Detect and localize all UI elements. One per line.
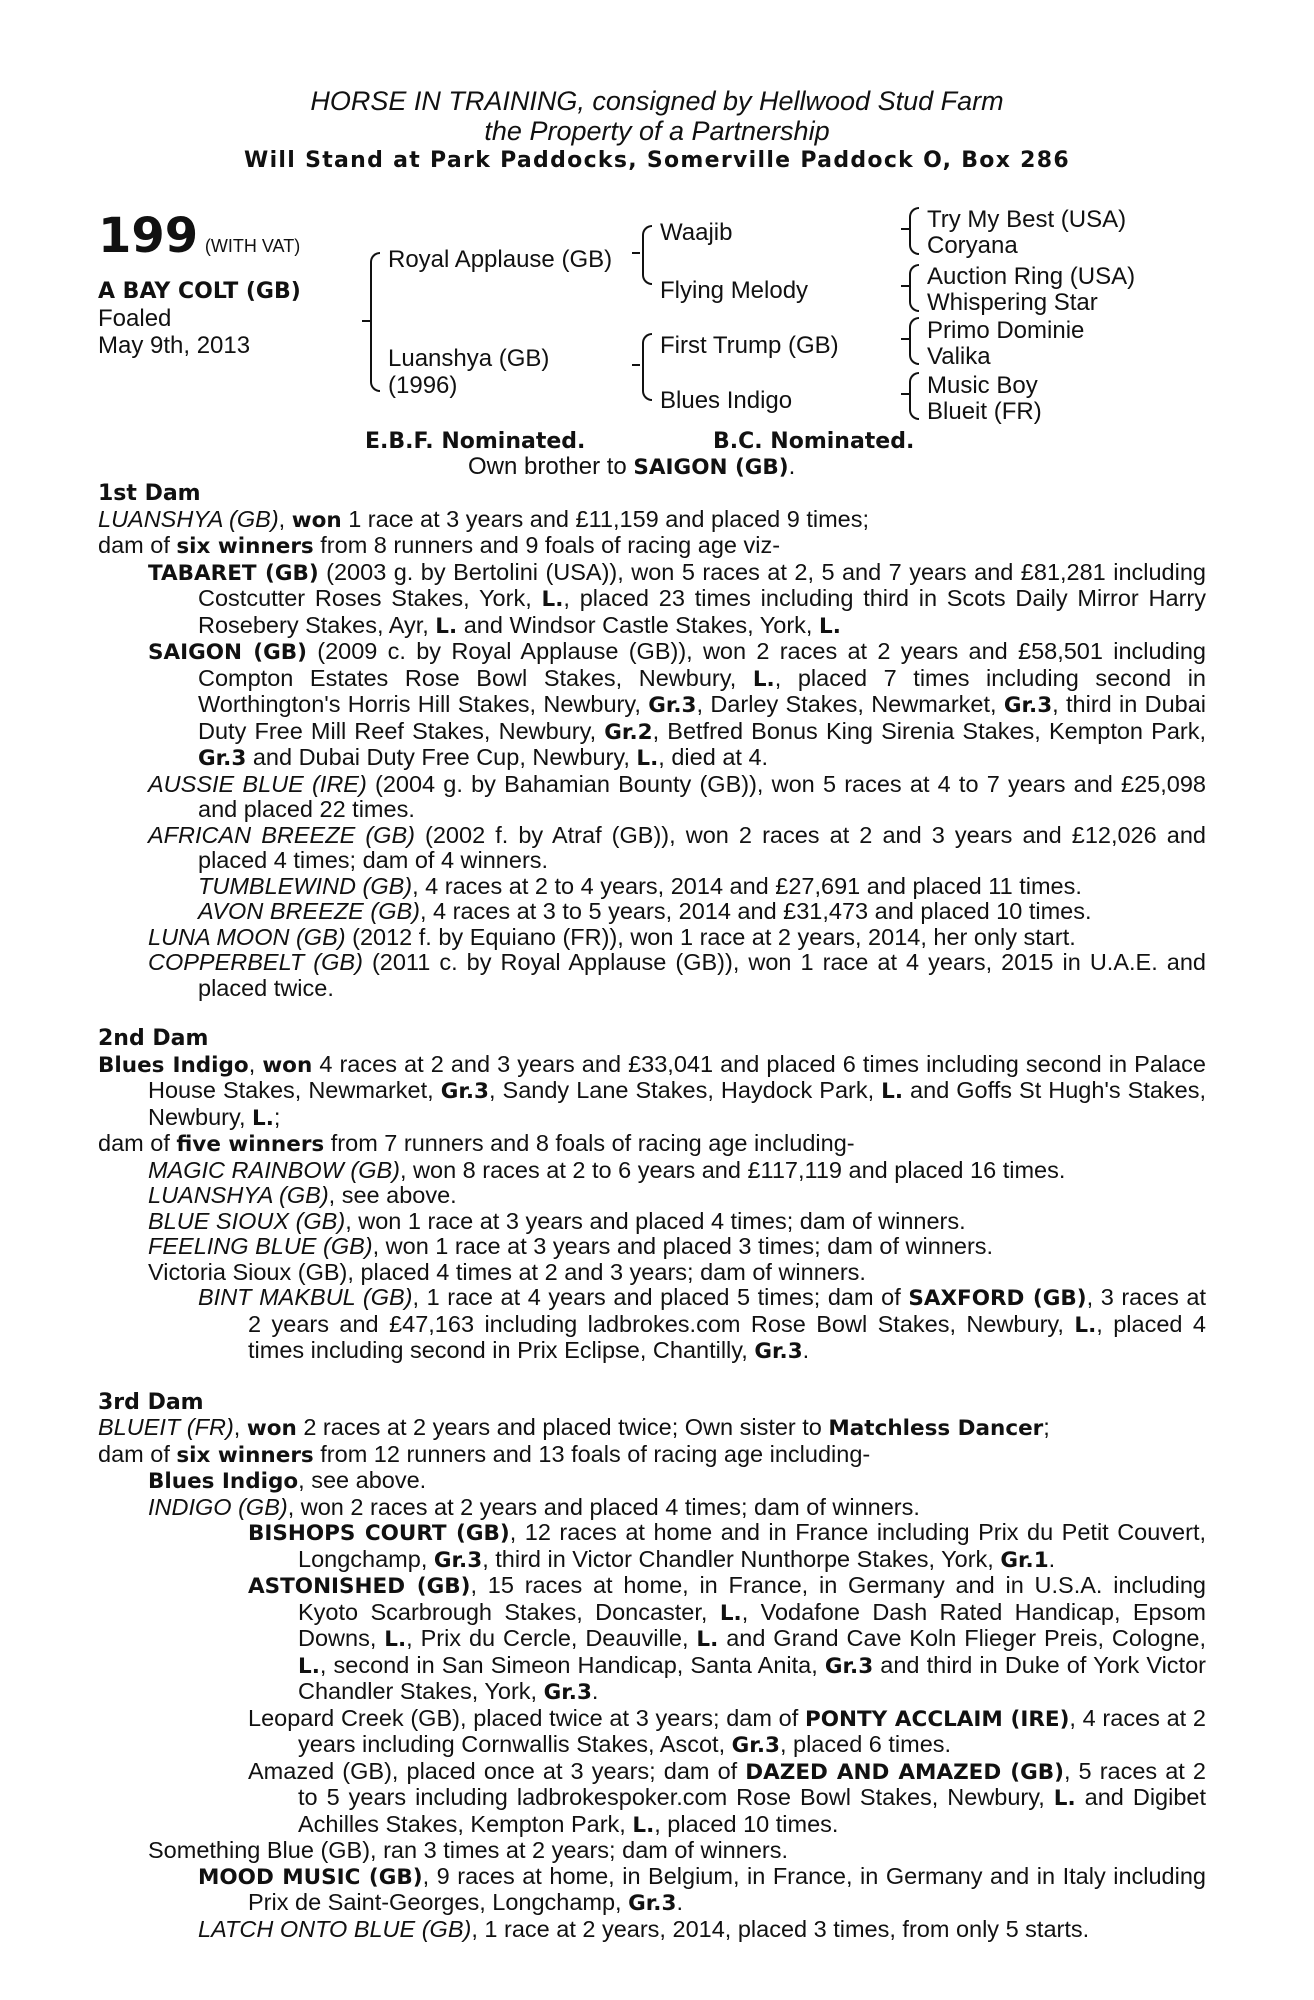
g-bracket-3-tip [901,338,909,340]
horse-name: SAIGON (GB) [148,640,307,665]
progeny-bishops-court [98,1520,1206,1573]
foaled-date: May 9th, 2013 [98,332,251,359]
text: from 12 runners and 13 foals of racing age including- [313,1440,871,1467]
dam-name: BLUEIT (FR) [98,1414,234,1440]
lot-description: A BAY COLT (GB) [98,279,301,304]
text: . [591,1678,599,1704]
group-mark: Gr.2 [604,719,653,745]
text: Victoria Sioux (GB), placed 4 times at 2 and 3 years; dam of winners. [148,1258,866,1285]
progeny-astonished [98,1573,1206,1706]
horse-name: DAZED AND AMAZED (GB) [745,1759,1064,1785]
horse-name: ASTONISHED (GB) [248,1574,471,1599]
text: , 5 races at 2 to 5 years including ladbrokespoker.com Rose Bowl Stakes, Newbury, [298,1757,1206,1810]
third-dam-record [98,1415,1206,1442]
text: , Betfred Bonus King Sirenia Stakes, Kempton Park, [652,717,1206,744]
text: , placed 4 times including second in Prix Eclipse, Chantilly, [248,1310,1206,1363]
text: (2009 c. by Royal Applause (GB)), won 2 races at 2 years and £58,501 including Compton Estates Rose Bowl Stakes, Newbury, [198,638,1206,691]
group-mark: Gr.3 [433,1547,483,1573]
listed-mark: L. [819,613,841,639]
dam-bracket-tip [632,364,640,366]
header-consignor: HORSE IN TRAINING, consigned by Hellwood Stud Farm [310,86,1004,116]
text: Amazed (GB), placed once at 3 years; dam of [248,1757,746,1784]
text: , won 2 races at 2 years and placed 4 times; dam of winners. [287,1493,920,1520]
text: , Darley Stakes, Newmarket, [696,691,1004,717]
text: , 1 race at 2 years, 2014, placed 3 times, from only 5 starts. [471,1915,1090,1942]
horse-name: AVON BREEZE (GB) [198,898,420,924]
pedigree-g5: Primo Dominie [927,317,1085,344]
text: (2011 c. by Royal Applause (GB)), won 1 race at 4 years, 2015 in U.A.E. and placed twice. [198,949,1206,1001]
text: , placed 7 times including second in Worthington's Horris Hill Stakes, Newbury, [198,664,1206,717]
text: . [676,1889,683,1915]
progeny-latch-onto-blue [98,1917,1206,1943]
horse-name: BISHOPS COURT (GB) [248,1521,510,1546]
progeny-amazed [98,1759,1206,1839]
group-mark: Gr.1 [1000,1547,1049,1573]
group-mark: Gr.3 [628,1891,677,1916]
text: , see above. [298,1467,427,1493]
progeny-feeling-blue [98,1234,1206,1260]
listed-mark: L. [632,1812,655,1838]
won-label: won [291,507,342,533]
text: (2002 f. by Atraf (GB)), won 2 races at 2 and 3 years and £12,026 and placed 4 times; dam of 4 winners. [198,821,1206,873]
text: 2 races at 2 years and placed twice; Own sister to [296,1414,829,1440]
vat-note: (WITH VAT) [204,236,301,256]
g-bracket-3 [909,317,919,365]
g-bracket-4-tip [901,393,909,395]
horse-name: BINT MAKBUL (GB) [198,1284,413,1310]
listed-mark: L. [541,587,564,612]
text: , placed 23 times including third in Scots Daily Mirror Harry Rosebery Stakes, Ayr, [198,585,1206,638]
text: and Dubai Duty Free Cup, Newbury, [246,744,637,770]
second-dam-record [98,1052,1206,1132]
group-mark: Gr.3 [824,1653,874,1679]
pedigree-bracket-main [370,252,380,392]
text: Something Blue (GB), ran 3 times at 2 years; dam of winners. [148,1837,788,1863]
listed-mark: L. [298,1653,320,1679]
first-dam-record [98,507,1206,534]
horse-name: MAGIC RAINBOW (GB) [148,1156,400,1183]
g-bracket-2 [909,264,919,312]
progeny-blue-sioux [98,1209,1206,1235]
progeny-copperbelt [98,950,1206,1001]
progeny-luanshya [98,1183,1206,1209]
text: . [802,1337,810,1363]
winners-count: six winners [176,534,314,559]
horse-name: FEELING BLUE (GB) [148,1233,373,1259]
group-mark: Gr.3 [543,1680,592,1705]
text: , 1 race at 4 years and placed 5 times; dam of [412,1284,909,1310]
text: from 7 runners and 8 foals of racing age including- [324,1130,855,1156]
progeny-african-breeze [98,823,1206,874]
horse-name: Blues Indigo [148,1469,299,1494]
text: , Sandy Lane Stakes, Haydock Park, [489,1077,882,1103]
group-mark: Gr.3 [440,1079,490,1104]
lot-number: 199 [98,208,199,264]
catalogue-body [98,481,1206,1942]
sire-bracket [642,225,652,285]
ebf-nomination: E.B.F. Nominated. [365,429,586,454]
progeny-saigon [98,639,1206,772]
pedigree-g4: Whispering Star [927,289,1098,316]
horse-name: LUNA MOON (GB) [148,923,346,950]
g-bracket-2-tip [901,285,909,287]
horse-name: PONTY ACCLAIM (IRE) [804,1706,1070,1732]
header-property: the Property of a Partnership [484,116,830,146]
horse-name: SAXFORD (GB) [908,1286,1087,1311]
pedigree-sire-dam: Flying Melody [660,277,809,304]
horse-name: TUMBLEWIND (GB) [198,872,413,899]
third-dam-produce [98,1442,1206,1469]
text: , see above. [328,1182,457,1208]
progeny-avon-breeze [98,899,1206,925]
pedigree-dam-sire: First Trump (GB) [660,332,839,359]
group-mark: Gr.3 [1003,693,1053,718]
group-mark: Gr.3 [731,1733,780,1758]
text: 4 races at 2 and 3 years and £33,041 and placed 6 times including second in Palace House Stakes, Newmarket, [148,1050,1206,1103]
own-brother-prefix: Own brother to [468,453,634,480]
text: , second in San Simeon Handicap, Santa Anita, [319,1651,825,1678]
won-label: won [262,1052,313,1078]
first-dam-heading: 1st Dam [98,481,201,506]
pedigree-dam-year: (1996) [388,372,458,399]
pedigree-g3: Auction Ring (USA) [927,263,1136,290]
text: (2003 g. by Bertolini (USA)), won 5 races at 2, 5 and 7 years and £81,281 including Costcutter Roses Stakes, York, [198,558,1206,611]
own-brother-note [468,453,795,482]
group-mark: Gr.3 [198,746,247,771]
winners-count: five winners [176,1132,325,1157]
text: ; [1043,1414,1050,1440]
progeny-leopard-creek [98,1706,1206,1759]
dam-bracket [642,333,652,401]
progeny-aussie-blue [98,772,1206,823]
pedigree-dam-dam: Blues Indigo [660,387,793,414]
g-bracket-1 [909,207,919,255]
horse-name: INDIGO (GB) [148,1493,288,1520]
foaled-label: Foaled [98,305,172,332]
listed-mark: L. [719,1600,742,1626]
text: , 9 races at home, in Belgium, in France, in Germany and in Italy including Prix de Saint-Georges, Longchamp, [248,1862,1206,1915]
text: dam of [98,1440,177,1467]
group-mark: Gr.3 [648,693,697,718]
listed-mark: L. [252,1105,274,1131]
horse-name: LATCH ONTO BLUE (GB) [198,1915,472,1942]
text: and Digibet Achilles Stakes, Kempton Park, [298,1784,1207,1837]
text: ; [273,1103,281,1130]
pedigree-g2: Coryana [927,232,1018,259]
listed-mark: L. [1074,1312,1097,1338]
text: , Prix du Cercle, Deauville, [406,1625,697,1651]
progeny-blues-indigo [98,1468,1206,1495]
text: dam of [98,532,177,558]
listed-mark: L. [881,1079,904,1104]
horse-name: COPPERBELT (GB) [148,949,363,975]
first-dam-produce [98,533,1206,560]
progeny-mood-music [98,1864,1206,1917]
listed-mark: L. [384,1627,407,1652]
text: , died at 4. [658,744,769,770]
progeny-something-blue [98,1838,1206,1864]
text: , 12 races at home and in France including Prix du Petit Couvert, Longchamp, [298,1519,1207,1572]
sire-bracket-tip [632,252,640,254]
listed-mark: L. [435,613,458,639]
horse-name: AFRICAN BREEZE (GB) [148,821,415,848]
second-dam-produce [98,1131,1206,1158]
pedigree-bracket-tip [362,320,370,322]
listed-mark: L. [1053,1786,1076,1811]
horse-name: Matchless Dancer [828,1416,1044,1441]
listed-mark: L. [636,746,659,771]
text: , 4 races at 2 to 4 years, 2014 and £27,691 and placed 11 times. [412,872,1082,899]
lot-number-row [98,208,301,264]
sep: , [278,505,292,532]
horse-name: TABARET (GB) [148,560,319,586]
horse-name: BLUE SIOUX (GB) [148,1207,346,1234]
text: , won 1 race at 3 years and placed 3 times; dam of winners. [372,1233,994,1259]
pedigree-dam: Luanshya (GB) [388,345,550,372]
pedigree-sire-sire: Waajib [660,219,733,246]
text: , third in Dubai Duty Free Mill Reef Stakes, Newbury, [198,691,1206,744]
won-label: won [246,1416,297,1441]
dam-name: Blues Indigo [98,1052,249,1078]
horse-name: LUANSHYA (GB) [148,1182,329,1208]
progeny-magic-rainbow [98,1158,1206,1184]
winners-count: six winners [176,1442,314,1468]
text: and Grand Cave Koln Flieger Preis, Cologne, [718,1625,1206,1651]
bc-nomination: B.C. Nominated. [713,429,915,454]
text: Leopard Creek (GB), placed twice at 3 years; dam of [248,1704,805,1731]
progeny-bint-makbul [98,1285,1206,1365]
listed-mark: L. [696,1627,719,1652]
record-text: 1 race at 3 years and £11,159 and placed 9 times; [341,505,870,532]
pedigree-g6: Valika [927,343,991,370]
text: , placed 6 times. [779,1731,952,1757]
group-mark: Gr.3 [754,1339,803,1364]
text: and Windsor Castle Stakes, York, [457,611,819,638]
text: , 3 races at 2 years and £47,163 including ladbrokes.com Rose Bowl Stakes, Newbury, [248,1284,1206,1337]
progeny-indigo [98,1495,1206,1521]
text: (2004 g. by Bahamian Bounty (GB)), won 5 races at 4 to 7 years and £25,098 and placed 22 times. [198,770,1206,822]
progeny-victoria-sioux [98,1260,1206,1286]
text: , 4 races at 2 years including Cornwallis Stakes, Ascot, [298,1704,1206,1757]
text: and Goffs St Hugh's Stakes, Newbury, [148,1077,1207,1130]
progeny-luna-moon [98,925,1206,951]
text: , placed 10 times. [654,1810,839,1837]
progeny-tabaret [98,560,1206,640]
text: , 15 races at home, in France, in Germany and in U.S.A. including Kyoto Scarbrough Stakes, Doncaster, [298,1572,1206,1625]
sep: , [248,1050,263,1077]
listed-mark: L. [752,666,775,692]
text: . [1048,1545,1056,1572]
own-brother-name: SAIGON (GB) [633,455,789,480]
sep: , [233,1414,247,1440]
pedigree-g1: Try My Best (USA) [927,206,1127,233]
text: , won 1 race at 3 years and placed 4 times; dam of winners. [345,1207,966,1234]
horse-name: MOOD MUSIC (GB) [198,1864,423,1890]
second-dam-heading: 2nd Dam [98,1026,209,1051]
g-bracket-1-tip [901,228,909,230]
text: (2012 f. by Equiano (FR)), won 1 race at 2 years, 2014, her only start. [345,923,1076,950]
text: dam of [98,1130,177,1156]
pedigree-g7: Music Boy [927,372,1038,399]
third-dam-heading: 3rd Dam [98,1389,204,1415]
text: , 4 races at 3 to 5 years, 2014 and £31,473 and placed 10 times. [420,898,1092,924]
text: from 8 runners and 9 foals of racing age viz- [313,532,781,558]
g-bracket-4 [909,372,919,420]
pedigree-sire: Royal Applause (GB) [388,246,613,273]
text: , third in Victor Chandler Nunthorpe Stakes, York, [482,1545,1001,1572]
text: and third in Duke of York Victor Chandler Stakes, York, [298,1651,1206,1704]
text: , won 8 races at 2 to 6 years and £117,119 and placed 16 times. [399,1156,1066,1183]
dam-name: LUANSHYA (GB) [98,505,279,532]
horse-name: AUSSIE BLUE (IRE) [148,770,367,797]
header-location: Will Stand at Park Paddocks, Somerville Paddock O, Box 286 [244,148,1070,173]
pedigree-g8: Blueit (FR) [927,398,1042,425]
text: , Vodafone Dash Rated Handicap, Epsom Downs, [298,1598,1206,1651]
progeny-tumblewind [98,874,1206,900]
own-brother-suffix: . [788,453,796,480]
